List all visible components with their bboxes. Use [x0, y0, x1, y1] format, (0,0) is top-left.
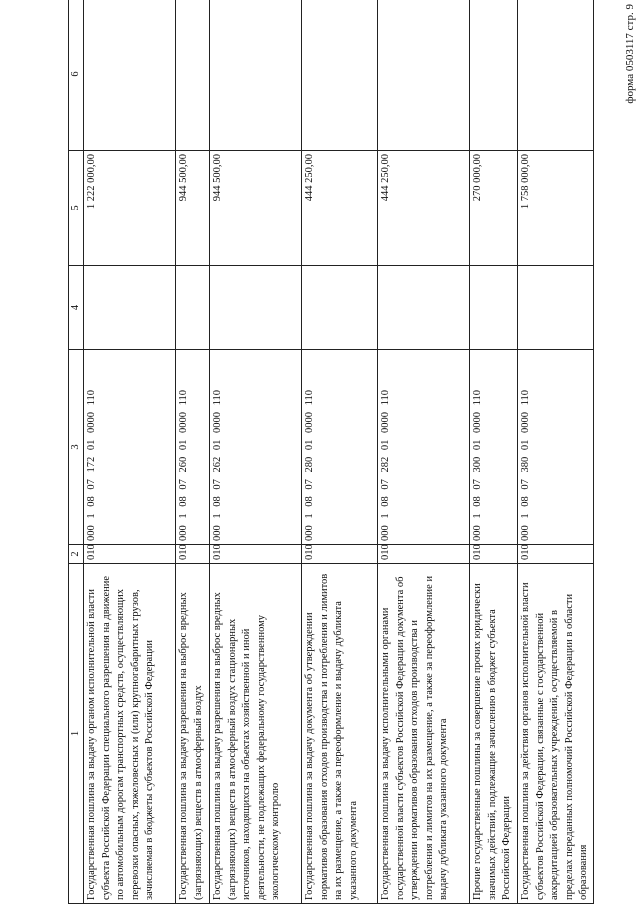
- amount-cell: 270 000,00: [470, 151, 518, 266]
- revenue-name: Государственная пошлина за действия органов исполнительной власти субъектов Российской Федерации, связанные с государственной аккредитацией образовательных учреждений, осуществляемой в пределах переданных полномочий Российской Федерации в области образования: [518, 564, 594, 904]
- line-code: 010: [84, 545, 176, 564]
- form-label: форма 0503117 стр. 9: [624, 4, 636, 104]
- rotated-page: [68, 0, 640, 904]
- column-4-cell: [176, 266, 210, 350]
- column-4-cell: [470, 266, 518, 350]
- line-code: 010: [378, 545, 470, 564]
- amount-cell: 444 250,00: [378, 151, 470, 266]
- column-4-cell: [378, 266, 470, 350]
- table-row: [302, 0, 378, 904]
- revenue-name: Государственная пошлина за выдачу разрешения на выброс вредных (загрязняющих) веществ в атмосферный воздух: [176, 564, 210, 904]
- amount-cell: 944 500,00: [210, 151, 302, 266]
- column-6-cell: [84, 0, 176, 151]
- line-code: 010: [302, 545, 378, 564]
- amount-cell: 1 758 000,00: [518, 151, 594, 266]
- amount-cell: 444 250,00: [302, 151, 378, 266]
- column-4-cell: [84, 266, 176, 350]
- table-row: [84, 0, 176, 904]
- table-row: [176, 0, 210, 904]
- line-code: 010: [470, 545, 518, 564]
- budget-classification-code: 000 1 08 07 282 01 0000 110: [378, 350, 470, 545]
- header-row: [69, 0, 84, 904]
- revenue-table: [68, 0, 594, 904]
- column-6-cell: [210, 0, 302, 151]
- column-4-cell: [302, 266, 378, 350]
- revenue-name: Государственная пошлина за выдачу документа об утверждении нормативов образования отходов производства и потребления и лимитов на их размещение, а также за переоформление и выдачу дубликата указанного документа: [302, 564, 378, 904]
- line-code: 010: [210, 545, 302, 564]
- budget-classification-code: 000 1 08 07 380 01 0000 110: [518, 350, 594, 545]
- table-row: [470, 0, 518, 904]
- revenue-name: Прочие государственные пошлины за совершение прочих юридически значимых действий, подлежащие зачислению в бюджет субъекта Российской Федерации: [470, 564, 518, 904]
- column-header: 4: [69, 266, 84, 350]
- table-row: [210, 0, 302, 904]
- table-row: [518, 0, 594, 904]
- amount-cell: 944 500,00: [176, 151, 210, 266]
- budget-classification-code: 000 1 08 07 280 01 0000 110: [302, 350, 378, 545]
- amount-cell: 1 222 000,00: [84, 151, 176, 266]
- column-6-cell: [378, 0, 470, 151]
- column-6-cell: [302, 0, 378, 151]
- table-row: [378, 0, 470, 904]
- revenue-name: Государственная пошлина за выдачу исполнительными органами государственной власти субъектов Российской Федерации документа об утверждении нормативов образования отходов производства и потребления и лимитов на их размещение, а также за переоформление и выдачу дубликата указанного документа: [378, 564, 470, 904]
- revenue-name: Государственная пошлина за выдачу разрешения на выброс вредных (загрязняющих) веществ в атмосферный воздух стационарных источников, находящихся на объектах хозяйственной и иной деятельности, не подлежащих федеральному государственному экологическому контролю: [210, 564, 302, 904]
- column-header: 1: [69, 564, 84, 904]
- column-header: 3: [69, 350, 84, 545]
- line-code: 010: [518, 545, 594, 564]
- budget-classification-code: 000 1 08 07 260 01 0000 110: [176, 350, 210, 545]
- column-4-cell: [210, 266, 302, 350]
- column-header: 5: [69, 151, 84, 266]
- line-code: 010: [176, 545, 210, 564]
- column-6-cell: [470, 0, 518, 151]
- column-header: 2: [69, 545, 84, 564]
- column-6-cell: [518, 0, 594, 151]
- budget-classification-code: 000 1 08 07 262 01 0000 110: [210, 350, 302, 545]
- revenue-name: Государственная пошлина за выдачу органом исполнительной власти субъекта Российской Федерации специального разрешения на движение по автомобильным дорогам транспортных средств, осуществляющих перевозки опасных, тяжеловесных и (или) крупногабаритных грузов, зачисляемая в бюджеты субъектов Российской Федерации: [84, 564, 176, 904]
- column-header: 6: [69, 0, 84, 151]
- column-4-cell: [518, 266, 594, 350]
- column-6-cell: [176, 0, 210, 151]
- budget-classification-code: 000 1 08 07 300 01 0000 110: [470, 350, 518, 545]
- budget-classification-code: 000 1 08 07 172 01 0000 110: [84, 350, 176, 545]
